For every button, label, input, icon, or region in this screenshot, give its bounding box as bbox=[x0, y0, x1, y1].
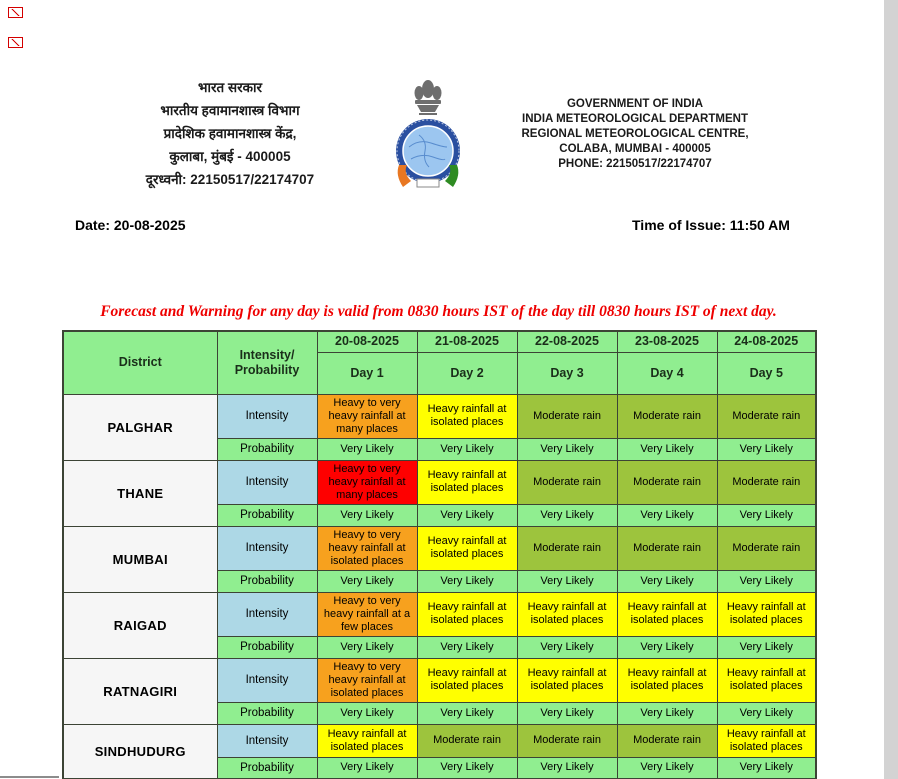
forecast-intensity-cell: Moderate rain bbox=[417, 724, 517, 757]
forecast-probability-cell: Very Likely bbox=[317, 702, 417, 724]
forecast-probability-cell: Very Likely bbox=[517, 702, 617, 724]
district-cell: PALGHAR bbox=[63, 394, 217, 460]
intensity-label-cell: Intensity bbox=[217, 592, 317, 636]
forecast-probability-cell: Very Likely bbox=[417, 438, 517, 460]
forecast-intensity-cell: Heavy to very heavy rainfall at isolated places bbox=[317, 658, 417, 702]
forecast-probability-cell: Very Likely bbox=[317, 504, 417, 526]
forecast-probability-cell: Very Likely bbox=[717, 636, 816, 658]
forecast-probability-cell: Very Likely bbox=[417, 702, 517, 724]
ashoka-capital-icon bbox=[415, 80, 442, 115]
forecast-probability-cell: Very Likely bbox=[717, 504, 816, 526]
hindi-line: दूरध्वनी: 22150517/22174707 bbox=[145, 172, 315, 187]
issue-time: Time of Issue: 11:50 AM bbox=[632, 217, 790, 233]
forecast-intensity-cell: Heavy rainfall at isolated places bbox=[417, 460, 517, 504]
forecast-probability-cell: Very Likely bbox=[317, 438, 417, 460]
date-header-cell: 24-08-2025 bbox=[717, 331, 816, 352]
hindi-line: प्रादेशिक हवामानशास्त्र केंद्र, bbox=[163, 126, 297, 141]
broken-image-icon bbox=[8, 7, 23, 18]
district-cell: RAIGAD bbox=[63, 592, 217, 658]
english-line: GOVERNMENT OF INDIA bbox=[566, 98, 704, 110]
org-name-english bbox=[505, 97, 765, 172]
english-line: PHONE: 22150517/22174707 bbox=[558, 158, 712, 170]
forecast-probability-cell: Very Likely bbox=[617, 504, 717, 526]
day-header-cell: Day 5 bbox=[717, 352, 816, 394]
probability-label-cell: Probability bbox=[217, 757, 317, 779]
forecast-probability-cell: Very Likely bbox=[517, 438, 617, 460]
date-header-cell: 21-08-2025 bbox=[417, 331, 517, 352]
day-header-cell: Day 4 bbox=[617, 352, 717, 394]
english-line: INDIA METEOROLOGICAL DEPARTMENT bbox=[522, 113, 748, 125]
forecast-intensity-cell: Moderate rain bbox=[617, 460, 717, 504]
forecast-intensity-cell: Moderate rain bbox=[617, 526, 717, 570]
forecast-probability-cell: Very Likely bbox=[517, 757, 617, 779]
forecast-intensity-cell: Heavy to very heavy rainfall at isolated places bbox=[317, 526, 417, 570]
forecast-intensity-cell: Moderate rain bbox=[617, 394, 717, 438]
forecast-intensity-cell: Heavy rainfall at isolated places bbox=[317, 724, 417, 757]
org-name-hindi bbox=[110, 76, 350, 191]
forecast-table bbox=[62, 330, 817, 779]
forecast-intensity-cell: Heavy rainfall at isolated places bbox=[517, 592, 617, 636]
forecast-probability-cell: Very Likely bbox=[317, 636, 417, 658]
forecast-intensity-cell: Heavy rainfall at isolated places bbox=[717, 658, 816, 702]
forecast-intensity-cell: Heavy rainfall at isolated places bbox=[417, 658, 517, 702]
forecast-probability-cell: Very Likely bbox=[317, 570, 417, 592]
forecast-probability-cell: Very Likely bbox=[717, 438, 816, 460]
scrollbar[interactable] bbox=[884, 0, 898, 779]
hindi-line: कुलाबा, मुंबई - 400005 bbox=[169, 149, 291, 164]
forecast-intensity-cell: Heavy rainfall at isolated places bbox=[617, 592, 717, 636]
district-cell: SINDHUDURG bbox=[63, 724, 217, 779]
forecast-probability-cell: Very Likely bbox=[617, 702, 717, 724]
forecast-probability-cell: Very Likely bbox=[417, 757, 517, 779]
probability-label-cell: Probability bbox=[217, 570, 317, 592]
forecast-probability-cell: Very Likely bbox=[417, 504, 517, 526]
forecast-intensity-cell: Moderate rain bbox=[617, 724, 717, 757]
forecast-intensity-cell: Heavy rainfall at isolated places bbox=[517, 658, 617, 702]
forecast-probability-cell: Very Likely bbox=[517, 570, 617, 592]
forecast-intensity-cell: Moderate rain bbox=[517, 724, 617, 757]
hindi-line: भारत सरकार bbox=[198, 80, 262, 95]
intensity-label-cell: Intensity bbox=[217, 724, 317, 757]
page-edge-line bbox=[0, 776, 59, 778]
forecast-intensity-cell: Heavy rainfall at isolated places bbox=[717, 724, 816, 757]
forecast-probability-cell: Very Likely bbox=[517, 504, 617, 526]
forecast-intensity-cell: Moderate rain bbox=[517, 460, 617, 504]
forecast-probability-cell: Very Likely bbox=[717, 570, 816, 592]
intensity-label-cell: Intensity bbox=[217, 394, 317, 438]
forecast-probability-cell: Very Likely bbox=[317, 757, 417, 779]
forecast-intensity-cell: Moderate rain bbox=[517, 394, 617, 438]
forecast-probability-cell: Very Likely bbox=[417, 636, 517, 658]
forecast-intensity-cell: Heavy to very heavy rainfall at many places bbox=[317, 460, 417, 504]
hindi-line: भारतीय हवामानशास्त्र विभाग bbox=[160, 103, 300, 118]
issue-date: Date: 20-08-2025 bbox=[75, 217, 186, 233]
forecast-probability-cell: Very Likely bbox=[717, 757, 816, 779]
forecast-intensity-cell: Moderate rain bbox=[517, 526, 617, 570]
forecast-intensity-cell: Moderate rain bbox=[717, 526, 816, 570]
date-header-cell: 23-08-2025 bbox=[617, 331, 717, 352]
date-header-cell: 22-08-2025 bbox=[517, 331, 617, 352]
intensity-label-cell: Intensity bbox=[217, 526, 317, 570]
forecast-probability-cell: Very Likely bbox=[617, 438, 717, 460]
district-column-header: District bbox=[63, 331, 217, 394]
district-cell: RATNAGIRI bbox=[63, 658, 217, 724]
english-line: COLABA, MUMBAI - 400005 bbox=[559, 143, 711, 155]
english-line: REGIONAL METEOROLOGICAL CENTRE, bbox=[521, 128, 749, 140]
forecast-intensity-cell: Heavy rainfall at isolated places bbox=[417, 526, 517, 570]
forecast-intensity-cell: Heavy to very heavy rainfall at a few places bbox=[317, 592, 417, 636]
forecast-intensity-cell: Heavy to very heavy rainfall at many places bbox=[317, 394, 417, 438]
forecast-intensity-cell: Moderate rain bbox=[717, 460, 816, 504]
probability-label-cell: Probability bbox=[217, 438, 317, 460]
date-header-cell: 20-08-2025 bbox=[317, 331, 417, 352]
forecast-intensity-cell: Heavy rainfall at isolated places bbox=[417, 592, 517, 636]
probability-label-cell: Probability bbox=[217, 504, 317, 526]
day-header-cell: Day 2 bbox=[417, 352, 517, 394]
forecast-intensity-cell: Heavy rainfall at isolated places bbox=[417, 394, 517, 438]
forecast-intensity-cell: Heavy rainfall at isolated places bbox=[617, 658, 717, 702]
broken-image-icon bbox=[8, 37, 23, 48]
forecast-probability-cell: Very Likely bbox=[617, 636, 717, 658]
forecast-probability-cell: Very Likely bbox=[717, 702, 816, 724]
district-cell: MUMBAI bbox=[63, 526, 217, 592]
forecast-probability-cell: Very Likely bbox=[517, 636, 617, 658]
intensity-label-cell: Intensity bbox=[217, 658, 317, 702]
probability-label-cell: Probability bbox=[217, 702, 317, 724]
district-cell: THANE bbox=[63, 460, 217, 526]
forecast-probability-cell: Very Likely bbox=[617, 570, 717, 592]
imd-emblem-logo bbox=[389, 77, 467, 197]
forecast-intensity-cell: Moderate rain bbox=[717, 394, 816, 438]
forecast-probability-cell: Very Likely bbox=[417, 570, 517, 592]
intensity-label-cell: Intensity bbox=[217, 460, 317, 504]
probability-label-cell: Probability bbox=[217, 636, 317, 658]
validity-notice: Forecast and Warning for any day is valid from 0830 hours IST of the day till 0830 hours IST of next day. bbox=[100, 303, 777, 320]
forecast-intensity-cell: Heavy rainfall at isolated places bbox=[717, 592, 816, 636]
day-header-cell: Day 1 bbox=[317, 352, 417, 394]
day-header-cell: Day 3 bbox=[517, 352, 617, 394]
intensity-probability-header: Intensity/ Probability bbox=[217, 331, 317, 394]
forecast-probability-cell: Very Likely bbox=[617, 757, 717, 779]
